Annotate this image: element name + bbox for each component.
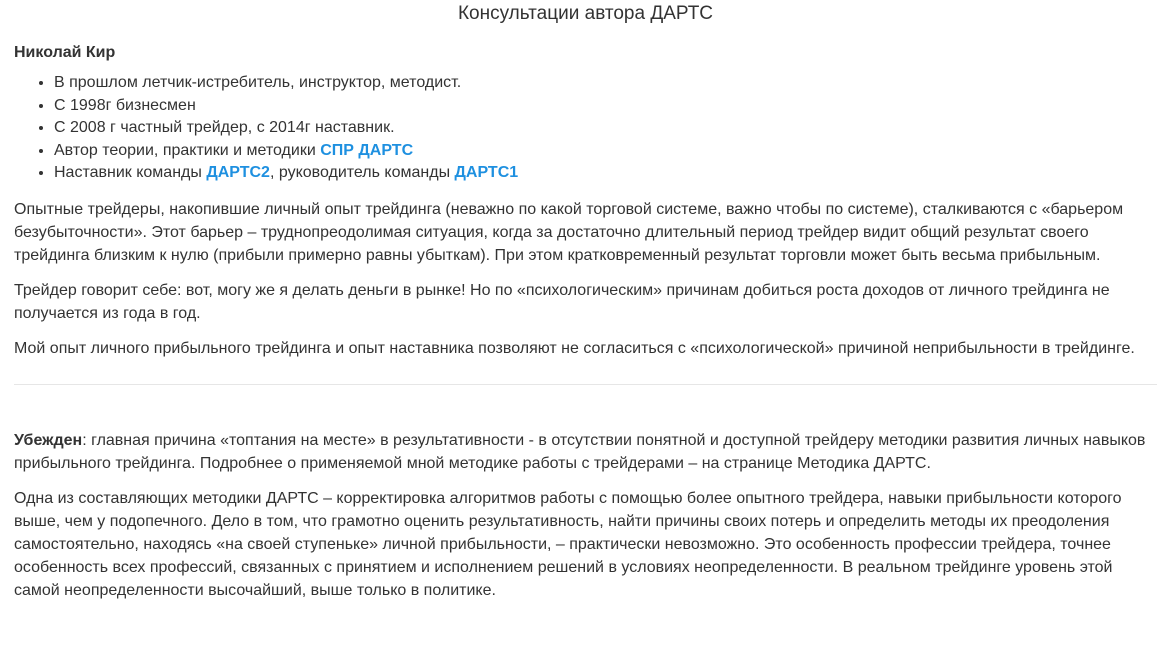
author-name: Николай Кир bbox=[14, 44, 116, 61]
bio-item bbox=[54, 95, 1157, 118]
intro-paragraph-3: Мой опыт личного прибыльного трейдинга и опыт наставника позволяют не согласиться с «психологической» причиной неприбыльности в трейдинге. bbox=[14, 339, 1135, 357]
bio-item-text: , руководитель команды bbox=[269, 164, 455, 181]
bio-item bbox=[54, 140, 1157, 163]
conviction-text: : главная причина «топтания на месте» в результативности - в отсутствии понятной и доступной трейдеру методики развития личных навыков прибыльного трейдинга. Подробнее о применяемой мной методике работы с трейдерами – на странице Методика ДАРТС. bbox=[14, 431, 1146, 472]
methodology-paragraph: Одна из составляющих методики ДАРТС – корректировка алгоритмов работы с помощью более опытного трейдера, навыки прибыльности которого выше, чем у подопечного. Дело в том, что грамотно оценить результативность, найти причины своих потерь и определить методы их преодоления самостоятельно, находясь «на своей ступеньке» личной прибыльности, – практически невозможно. Это особенность профессии трейдера, точнее особенность всех профессий, связанных с принятием и исполнением решений в условиях неопределенности. В реальном трейдинге уровень этой самой неопределенности высочайший, выше только в политике. bbox=[14, 489, 1122, 599]
bio-item-text: С 1998г бизнесмен bbox=[54, 96, 196, 114]
spr-darts-link[interactable]: СПР ДАРТС bbox=[320, 141, 414, 159]
bio-item bbox=[54, 162, 1157, 185]
bio-item bbox=[54, 117, 1157, 140]
darts1-link[interactable]: ДАРТС1 bbox=[454, 164, 519, 181]
bio-item bbox=[54, 72, 1157, 95]
conviction-paragraph bbox=[14, 429, 1157, 475]
bio-item-text: Автор теории, практики и методики bbox=[54, 141, 321, 159]
bio-item-text: С 2008 г частный трейдер, с 2014г наставник. bbox=[54, 119, 395, 136]
intro-paragraph-2: Трейдер говорит себе: вот, могу же я делать деньги в рынке! Но по «психологическим» причинам добиться роста доходов от личного трейдинга не получается из года в год. bbox=[14, 281, 1110, 322]
bio-item-text: Наставник команды bbox=[54, 164, 207, 181]
bio-item-text: В прошлом летчик-истребитель, инструктор, методист. bbox=[54, 74, 462, 91]
conviction-label: Убежден bbox=[14, 431, 83, 449]
section-divider bbox=[14, 384, 1157, 385]
intro-paragraph-1: Опытные трейдеры, накопившие личный опыт трейдинга (неважно по какой торговой системе, важно чтобы по системе), сталкиваются с «барьером безубыточности». Этот барьер – труднопреодолимая ситуация, когда за достаточно длительный период трейдер видит общий результат своего трейдинга близким к нулю (прибыли примерно равны убыткам). При этом кратковременный результат торговли может быть весьма прибыльным. bbox=[14, 200, 1124, 264]
page-title: Консультации автора ДАРТС bbox=[457, 3, 714, 24]
darts2-link[interactable]: ДАРТС2 bbox=[206, 164, 270, 181]
author-bio-list bbox=[14, 72, 1157, 185]
